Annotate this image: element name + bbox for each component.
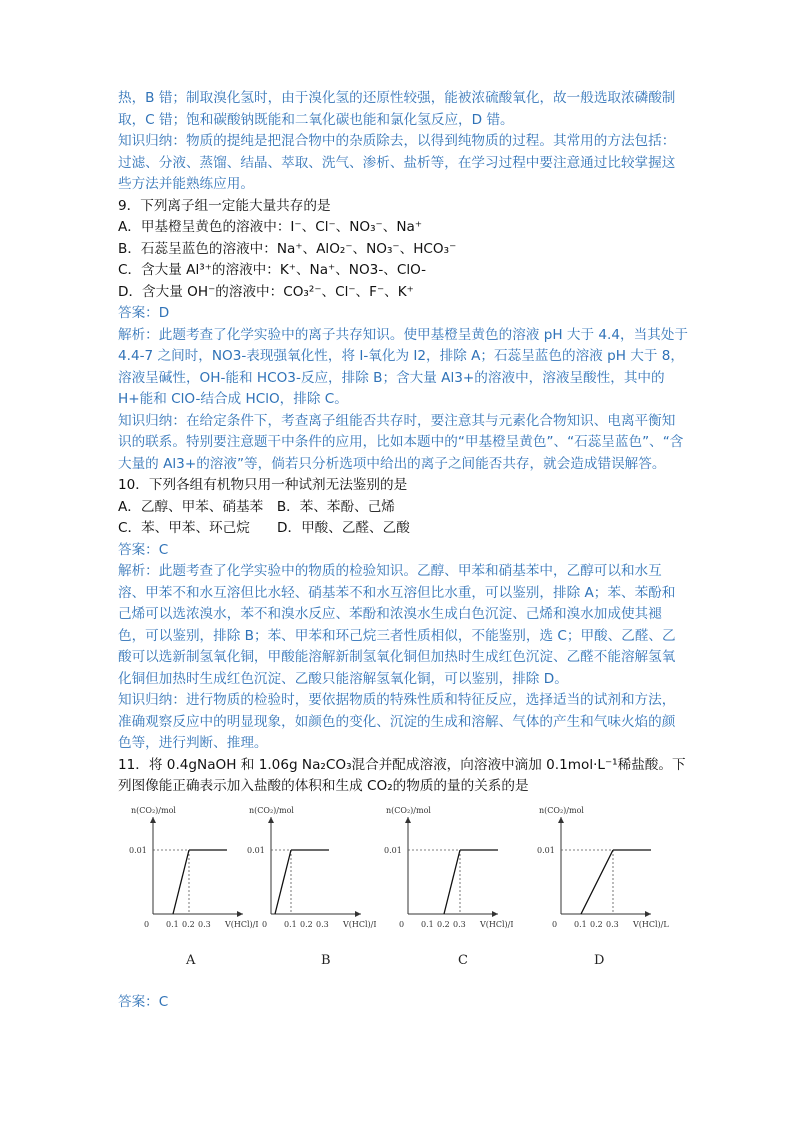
- rising-segment: [275, 850, 291, 914]
- graph-label-c: C: [458, 952, 468, 968]
- y-axis-label: n(CO₂)/mol: [539, 805, 584, 815]
- text-line: D．含大量 OH⁻的溶液中：CO₃²⁻、Cl⁻、F⁻、K⁺: [118, 283, 414, 300]
- text-line: C．苯、甲苯、环己烷 D．甲酸、乙醛、乙酸: [118, 520, 410, 536]
- x-tick-label: 0.1: [284, 919, 297, 929]
- rising-segment: [173, 850, 189, 914]
- x-tick-label: 0.2: [182, 919, 195, 929]
- text-line: 答案：D: [118, 305, 170, 321]
- text-line: 知识归纳：物质的提纯是把混合物中的杂质除去，以得到纯物质的过程。其常用的方法包括：过滤、分液、蒸馏、结晶、萃取、洗气、渗析、盐析等，在学习过程中要注意通过比较掌握这些方法并能熟练应用。: [118, 133, 676, 192]
- final-answer: 答案：C: [118, 993, 169, 1010]
- text-line: 知识归纳：进行物质的检验时，要依据物质的特殊性质和特征反应，选择适当的试剂和方法，准确观察反应中的明显现象，如颜色的变化、沉淀的生成和溶解、气体的产生和气味火焰的颜色等，进行判断、推理。: [118, 692, 676, 751]
- x-axis-arrow: [645, 911, 651, 917]
- x-tick-label: 0.3: [198, 919, 211, 929]
- y-axis-arrow: [558, 817, 564, 823]
- graph-d: [526, 802, 686, 950]
- x-tick-label: 0.1: [574, 919, 587, 929]
- text-body: [118, 88, 688, 798]
- x-axis-label: V(HCl)/L: [480, 919, 513, 929]
- text-line: 9．下列离子组一定能大量共存的是: [118, 197, 331, 214]
- answer-graphs: [118, 802, 688, 992]
- x-tick-label: 0.2: [590, 919, 603, 929]
- x-tick-label: 0.3: [316, 919, 329, 929]
- graph-label-d: D: [594, 952, 605, 968]
- y-axis-arrow: [150, 817, 156, 823]
- text-line: 知识归纳：在给定条件下，考查离子组能否共存时，要注意其与元素化合物知识、电离平衡知识的联系。特别要注意题干中条件的应用，比如本题中的“甲基橙呈黄色”、“石蕊呈蓝色”、“含大量的 Al3+的溶液”等，倘若只分析选项中给出的离子之间能否共存，就会造成错误解答。: [118, 412, 684, 472]
- y-axis-label: n(CO₂)/mol: [131, 805, 176, 815]
- x-tick-label: 0: [144, 919, 150, 929]
- text-line: A．乙醇、甲苯、硝基苯 B．苯、苯酚、己烯: [118, 498, 395, 515]
- text-line: A．甲基橙呈黄色的溶液中：I⁻、Cl⁻、NO₃⁻、Na⁺: [118, 219, 422, 235]
- x-tick-label: 0.3: [453, 919, 466, 929]
- x-tick-label: 0.3: [606, 919, 619, 929]
- x-tick-label: 0: [262, 919, 268, 929]
- graph-label-a: A: [186, 952, 196, 968]
- x-tick-label: 0.2: [300, 919, 313, 929]
- x-tick-label: 0.2: [437, 919, 450, 929]
- y-axis-label: n(CO₂)/mol: [386, 805, 431, 815]
- graph-label-b: B: [321, 952, 331, 968]
- x-tick-label: 0: [552, 919, 558, 929]
- y-axis-label: n(CO₂)/mol: [249, 805, 294, 815]
- text-line: 11．将 0.4gNaOH 和 1.06g Na₂CO₃混合并配成溶液，向溶液中滴加 0.1mol·L⁻¹稀盐酸。下列图像能正确表示加入盐酸的体积和生成 CO₂的物质的量的关系的是: [118, 756, 686, 794]
- y-tick-label: 0.01: [247, 845, 265, 855]
- rising-segment: [581, 850, 613, 914]
- text-line: 10．下列各组有机物只用一种试剂无法鉴别的是: [118, 477, 408, 493]
- y-tick-label: 0.01: [129, 845, 147, 855]
- y-tick-label: 0.01: [537, 845, 555, 855]
- y-tick-label: 0.01: [384, 845, 402, 855]
- x-tick-label: 0: [399, 919, 405, 929]
- text-line: B．石蕊呈蓝色的溶液中：Na⁺、AlO₂⁻、NO₃⁻、HCO₃⁻: [118, 240, 457, 257]
- graph-c: [373, 802, 513, 950]
- text-line: 热，B 错；制取溴化氢时，由于溴化氢的还原性较强，能被浓硫酸氧化，故一般选取浓磷酸制取，C 错；饱和碳酸钠既能和二氧化碳也能和氯化氢反应，D 错。: [118, 90, 676, 128]
- text-line: C．含大量 Al³⁺的溶液中：K⁺、Na⁺、NO3-、ClO-: [118, 262, 427, 278]
- x-axis-label: V(HCl)/L: [633, 919, 669, 929]
- rising-segment: [444, 850, 460, 914]
- x-tick-label: 0.1: [421, 919, 434, 929]
- x-axis-label: V(HCl)/L: [225, 919, 258, 929]
- text-line: 解析：此题考查了化学实验中的物质的检验知识。乙醇、甲苯和硝基苯中，乙醇可以和水互溶、甲苯不和水互溶但比水轻、硝基苯不和水互溶但比水重，可以鉴别，排除 A；苯、苯酚和己烯可以选浓溴水，苯不和溴水反应、苯酚和浓溴水生成白色沉淀、己烯和溴水加成使其褪色，可以鉴别，排除 B；苯、甲苯和环己烷三者性质相似，不能鉴别，选 C；甲酸、乙醛、乙酸可以选新制氢氧化铜，甲酸能溶解新制氢氧化铜但加热时生成红色沉淀、乙醛不能溶解氢氧化铜但加热时生成红色沉淀、乙酸只能溶解氢氧化铜，可以鉴别，排除 D。: [118, 563, 676, 687]
- document-page: [118, 88, 688, 1013]
- x-axis-arrow: [355, 911, 361, 917]
- text-line: 答案：C: [118, 541, 169, 558]
- x-axis-label: V(HCl)/L: [343, 919, 376, 929]
- text-line: 解析：此题考查了化学实验中的离子共存知识。使甲基橙呈黄色的溶液 pH 大于 4.4，当其处于 4.4-7 之间时，NO3-表现强氧化性，将 I-氧化为 I2，排除 A；石蕊呈蓝色的溶液 pH 大于 8，溶液呈碱性，OH-能和 HCO3-反应，排除 B；含大量 Al3+的溶液中，溶液呈酸性，其中的 H+能和 ClO-结合成 HClO，排除 C。: [118, 326, 688, 407]
- x-tick-label: 0.1: [166, 919, 179, 929]
- graph-b: [236, 802, 376, 950]
- y-axis-arrow: [268, 817, 274, 823]
- x-axis-arrow: [492, 911, 498, 917]
- y-axis-arrow: [405, 817, 411, 823]
